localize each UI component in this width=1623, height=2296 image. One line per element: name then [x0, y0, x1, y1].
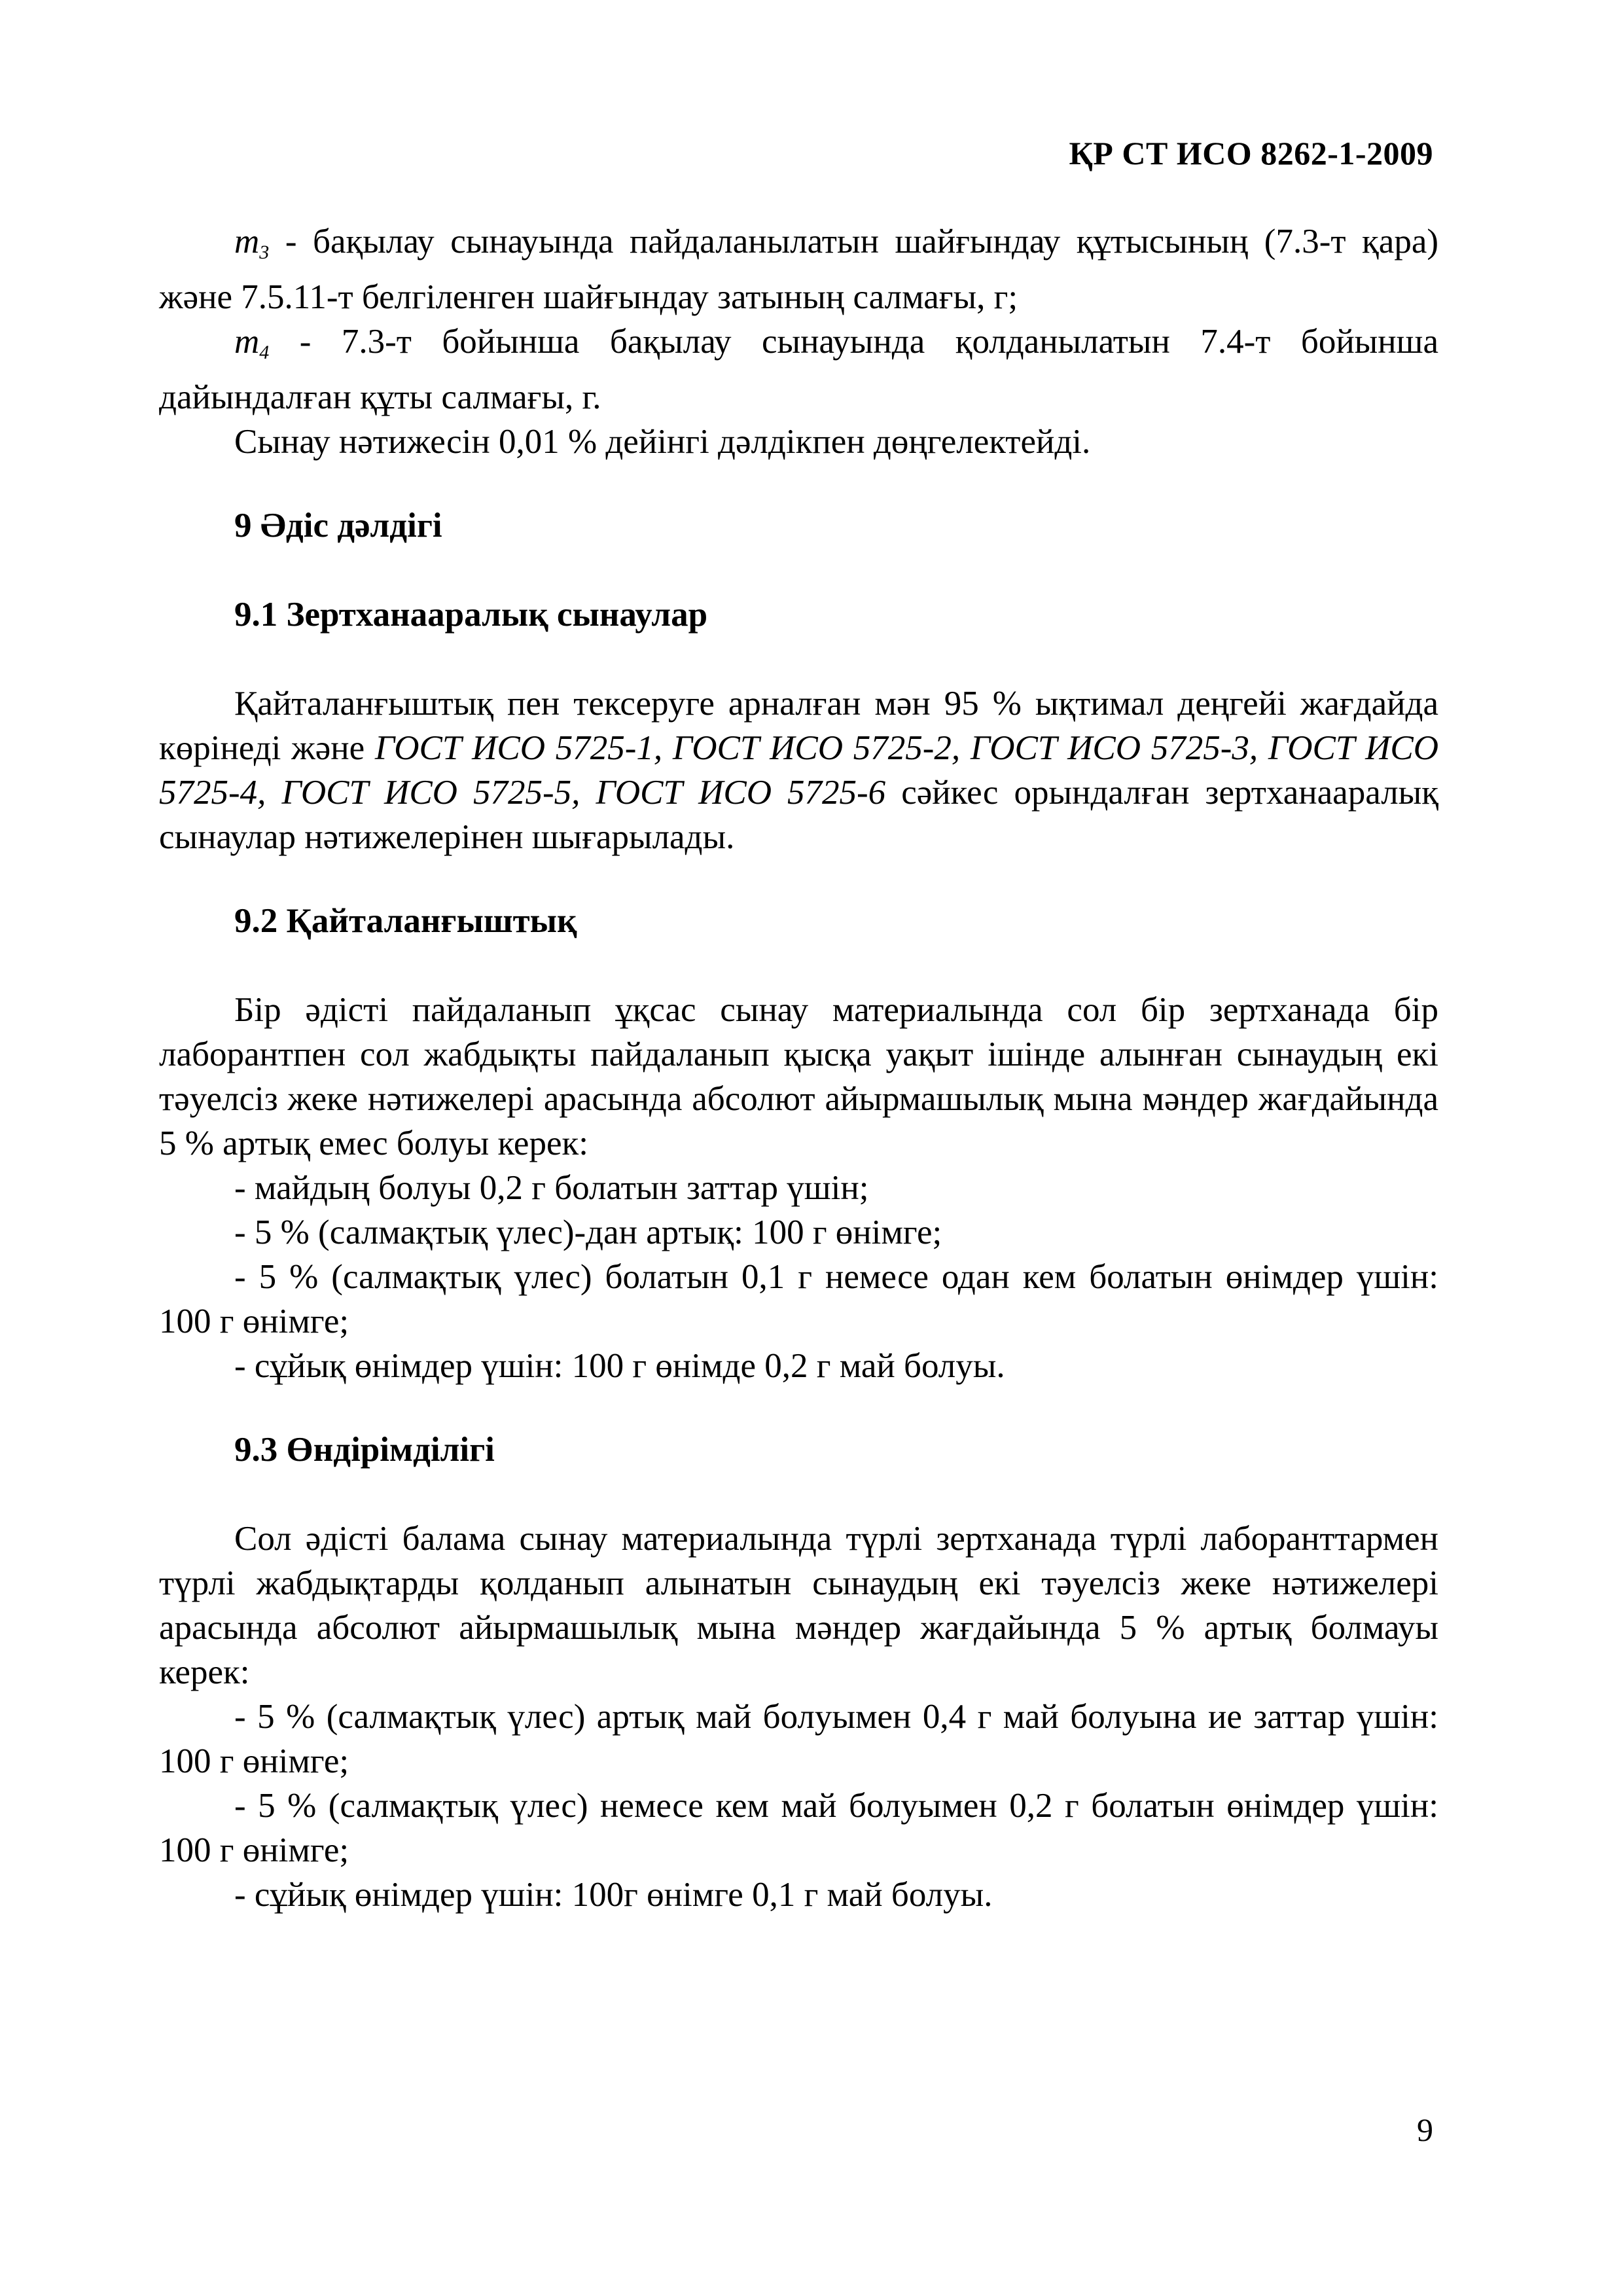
list-item: - 5 % (салмақтық үлес) артық май болуымен 0,4 г май болуына ие заттар үшін: 100 г өнімге; — [159, 1698, 1438, 1780]
section-9-3-paragraph: Сол әдісті балама сынау материалында түрлі зертханада түрлі лаборанттармен түрлі жабдықтарды қолданып алынатын сынаудың екі тәуелсіз жеке нәтижелері арасында абсолют айырмашылық мына мәндер жағдайында 5 % артық болмауы керек: — [159, 1520, 1438, 1691]
m4-definition: $m_4 - 7.3-т$ бойынша бақылау сынауында қолданылатын 7.4-т бойынша дайындалған құты салмағы, г. — [159, 323, 1438, 416]
document-body — [159, 219, 1438, 1917]
section-9-1-heading: 9.1 Зертханааралық сынаулар — [234, 596, 708, 634]
list-item: - 5 % (салмақтық үлес) болатын 0,1 г немесе одан кем болатын өнімдер үшін: 100 г өнімге; — [159, 1258, 1438, 1340]
m3-definition: $m_3$ - бақылау сынауында пайдаланылатын шайғындау құтысының (7.3-т қара) және 7.5.11-т белгіленген шайғындау затының салмағы, г; — [159, 223, 1438, 316]
section-9-2-paragraph: Бір әдісті пайдаланып ұқсас сынау материалында сол бір зертханада бір лаборантпен сол жабдықты пайдаланып қысқа уақыт ішінде алынған сынаудың екі тәуелсіз жеке нәтижелері арасында абсолют айырмашылық мына мәндер жағдайында 5 % артық емес болуы керек: — [159, 991, 1438, 1162]
rounding-note: Сынау нәтижесін 0,01 % дейінгі дәлдікпен дөңгелектейді. — [234, 423, 1091, 461]
section-9-3-heading: 9.3 Өндірімділігі — [234, 1431, 495, 1469]
list-item: - сұйық өнімдер үшін: 100 г өнімде 0,2 г май болуы. — [234, 1347, 1005, 1385]
section-9-2-heading: 9.2 Қайталанғыштық — [234, 902, 577, 940]
list-item: - сұйық өнімдер үшін: 100г өнімге 0,1 г май болуы. — [234, 1876, 993, 1914]
list-item: - майдың болуы 0,2 г болатын заттар үшін; — [234, 1169, 869, 1207]
list-item: - 5 % (салмақтық үлес) немесе кем май болуымен 0,2 г болатын өнімдер үшін: 100 г өнімге; — [159, 1787, 1438, 1869]
standard-code: ҚР СТ ИСО 8262-1-2009 — [1069, 135, 1433, 171]
m4-variable: $m_4$ — [234, 323, 270, 363]
section-9-heading: 9 Әдіс дәлдігі — [234, 507, 442, 545]
m3-variable: $m_3$ — [234, 223, 270, 263]
page-number: 9 — [1417, 2111, 1433, 2148]
section-9-1-paragraph: Қайталанғыштық пен тексеруге арналған мән 95 % ықтимал деңгейі жағдайда көрінеді және ГОСТ ИСО 5725-1, ГОСТ ИСО 5725-2, ГОСТ ИСО 5725-3, ГОСТ ИСО 5725-4, ГОСТ ИСО 5725-5, ГОСТ ИСО 5725-6 сәйкес орындалған зертханааралық сынаулар нәтижелерінен шығарылады. — [159, 685, 1438, 856]
list-item: - 5 % (салмақтық үлес)-дан артық: 100 г өнімге; — [234, 1213, 942, 1251]
standards-list: ГОСТ ИСО 5725-1, ГОСТ ИСО 5725-2, ГОСТ ИСО 5725-3, ГОСТ ИСО 5725-4, ГОСТ ИСО 5725-5, ГОСТ ИСО 5725-6 — [159, 729, 1438, 812]
